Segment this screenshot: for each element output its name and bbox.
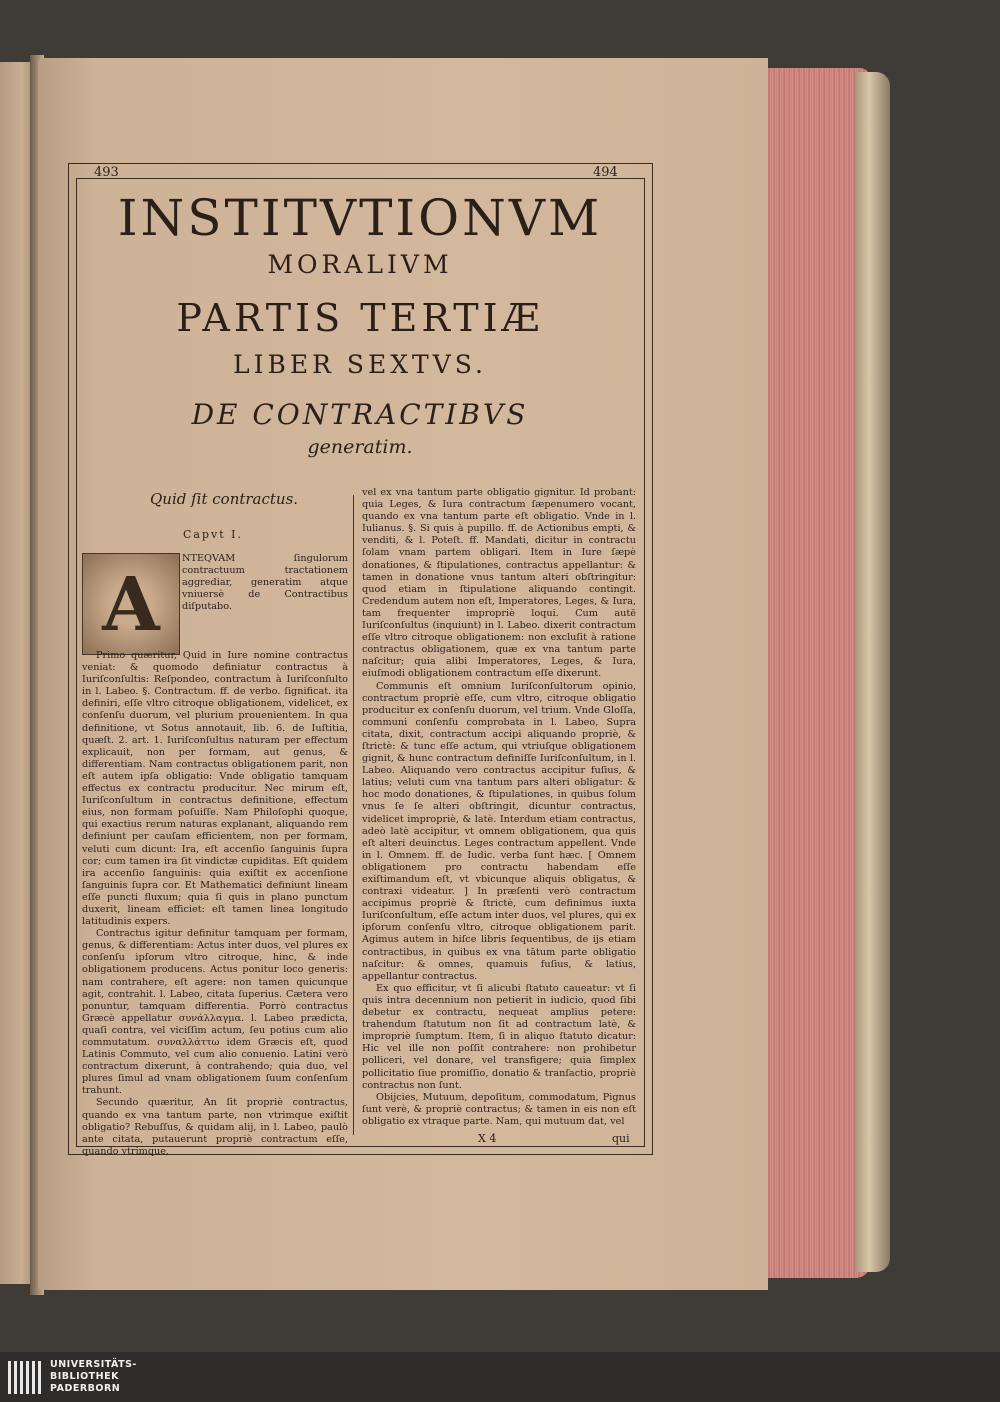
title-line-1: INSTITVTIONVM [117, 189, 603, 247]
paragraph: Secundo quæritur, An ſit propriè contractus, quando ex vna tantum parte, non vtrimque exiſtit obligatio? Rebuſſus, & quidam alij, in l. Labeo, paulò ante citata, putauerunt propriè contractum eſſe, quando vtrimque, [82, 1097, 348, 1157]
library-name [50, 1359, 137, 1395]
left-column [82, 553, 348, 1158]
paragraph: Obijcies, Mutuum, depoſitum, commodatum, Pignus ſunt verè, & propriè contractus; & tamen in eis non eſt obligatio ex vtraque parte. Nam, qui mutuum dat, vel [362, 1091, 636, 1127]
paragraph: Communis eſt omnium Iuriſconſultorum opinio, contractum propriè eſſe, cum vltro, citroque obligatio producitur ex conſenſu duorum, vel trium. Vnde Gloſſa, communi conſenſu comprobata in l. Labeo, Supra citata, dixit, contractum accipi aliquando propriè, & ſtrictè: & tunc eſſe actum, qui vtriuſque obligationem gignit, & hunc contractum definiſſe Iuriſconſultum, in l. Labeo. Aliquando vero contractus accipitur fuſius, & latius; veluti cum vna tantum pars alteri obligatur: & hoc modo donationes, & ſtipulationes, in quibus ſolum vnus ſe ſe alteri obſtringit, dicuntur contractus, videlicet impropriè, & latè. Interdum etiam contractus, adeò latè accipitur, vt omnem obligationem, qua quis eſt alteri deuinctus. Leges contractum appellent. Vnde in l. Omnem. ff. de Iudic. verba ſunt hæc. [ Omnem obligationem pro contractu habendam eſſe exiſtimandum eſt, vt vbicunque aliquis obligatus, & contraxi videatur. ] In præſenti verò contractum accipimus propriè & ſtrictè, cum definimus iuxta Iuriſconſultum, eſſe actum inter duos, vel plures, qui ex ipſorum conſenſu vltro, citroque obligationem parit. Agimus autem in hiſce libris ſequentibus, de ijs etiam contractibus, in quibus ex vna tātum parte obligatio naſcitur: & omnes, quamuis fuſius, & latius, appellantur contractus. [362, 680, 636, 982]
title-line-5: DE CONTRACTIBVS [191, 398, 529, 431]
library-name-line-2: BIBLIOTHEK [50, 1371, 119, 1382]
paragraph: vel ex vna tantum parte obligatio gignitur. Id probant: quia Leges, & Iura contractum ſæpenumero vocant, quando ex vna tantum parte eſt obligatio. Vnde in l. Iulianus. §. Si quis à pupillo. ff. de Actionibus empti, & venditi, & l. Poteſt. ff. Mandati, dicitur in contractu ſolam vnam partem obligari. Item in Iure ſæpè donationes, & ſtipulationes, contractus appellantur: & tamen in donatione vnus tantum alteri obſtringitur: quod etiam in ſtipulatione aliquando contingit. Credendum autem non eſt, Imperatores, Leges, & Iura, tam frequenter impropriè loqui. Cum autē Iuriſconſultus (inquiunt) in l. Labeo. dixerit contractum eſſe vltro citroque obligationem: non excluſit à ratione contractus obligationem, quæ ex vna tantum parte naſcitur; quia alibi Imperatores, Leges, & Iura, eiuſmodi obligationem contractum eſſe dixerunt. [362, 487, 636, 680]
title-line-3: PARTIS TERTIÆ [176, 296, 544, 340]
right-column [362, 487, 636, 1128]
book-cover-edge [855, 72, 890, 1272]
library-name-line-1: UNIVERSITÄTS- [50, 1359, 137, 1370]
catchword: qui [612, 1132, 630, 1145]
library-name-line-3: PADERBORN [50, 1383, 121, 1394]
page-number-right: 494 [593, 165, 618, 180]
column-rule [353, 495, 354, 1135]
title-line-4: LIBER SEXTVS. [233, 350, 487, 379]
title-line-2: MORALIVM [267, 250, 453, 279]
paragraph: Primo quæritur, Quid in Iure nomine contractus veniat: & quomodo definiatur contractus à Iuriſconſultis: Reſpondeo, contractum à Iuriſconſulto in l. Labeo. §. Contractum. ff. de verbo. ſignificat. ita definiri, eſſe vltro citroque obligationem, videlicet, ex conſenſu duorum, vel plurium prouenientem. In qua definitione, vt Sotus annotauit, lib. 6. de Iuſtitia, quæſt. 2. art. 1. Iuriſconſultus naturam per effectum explicauit, non per formam, aut genus, & differentiam. Nam contractus obligationem parit, non eſt autem ipſa obligatio: Vnde obligatio tamquam effectus ex contractu producitur. Nec mirum eſt, Iuriſconſultum in contractus definitione, effectum eius, non formam poſuiſſe. Nam Philoſophi quoque, qui exactius rerum naturas explanant, aliquando rem definiunt per cauſam efficientem, non per formam, veluti cum dicunt: Ira, eſt accenſio ſanguinis ſupra cor; cum tamen ira ſit vindictæ cupiditas. Eſt quidem ira accenſio ſanguinis: quia exiſtit ex accenſione ſanguinis ſupra cor. Et Mathematici definiunt lineam eſſe puncti fluxum; quia ſi quis in plano punctum duxerit, lineam efficiet: eſt tamen linea longitudo latitudinis expers. [82, 650, 348, 928]
title-line-6: generatim. [307, 436, 413, 458]
paragraph: Contractus igitur definitur tamquam per formam, genus, & differentiam: Actus inter duos, vel plures ex conſenſu ipſorum vltro citroque, hinc, & inde obligationem producens. Actus ponitur loco generis: nam contrahere, eſt agere: non tamen quicunque agit, contrahit. l. Labeo, citata ſuperius. Cætera vero ponuntur, tamquam differentia. Porrò contractus Græcè appellatur συνάλλαγμα. l. Labeo prædicta, quaſi contra, vel viciſſim actum, ſeu potius cum alio commutatum. συναλλάττω idem Græcis eſt, quod Latinis Commuto, vel cum alio conuenio. Latini verò contractum dixerunt, à contrahendo; quia duo, vel plures ſimul ad vnam obligationem ſuum conſenſum trahunt. [82, 928, 348, 1097]
page-number-left: 493 [94, 165, 119, 180]
signature-mark: X 4 [478, 1132, 497, 1145]
chapter-heading: Capvt I. [183, 528, 243, 541]
library-banner [0, 1352, 1000, 1402]
paragraph: NTEQVAM ſingulorum contractuum tractationem aggrediar, generatim atque vniuersè de Contractibus diſputabo. [182, 553, 348, 613]
library-logo-icon [8, 1361, 44, 1398]
drop-cap-letter: A [102, 562, 160, 648]
section-question: Quid ſit contractus. [150, 490, 299, 508]
paragraph: Ex quo efficitur, vt ſi alicubi ſtatuto caueatur: vt ſi quis intra decennium non petierit in iudicio, quod ſibi debetur ex contractu, nequeat amplius petere: trahendum ſtatutum non ſit ad contractum latè, & impropriè ſumptum. Item, ſi in aliquo ſtatuto dicatur: Hic vel ille non poſſit contrahere: non prohibetur polliceri, vel donare, vel transfigere; quia ſimplex pollicitatio ſiue promiſſio, donatio & tranſactio, propriè contractus non ſunt. [362, 982, 636, 1091]
